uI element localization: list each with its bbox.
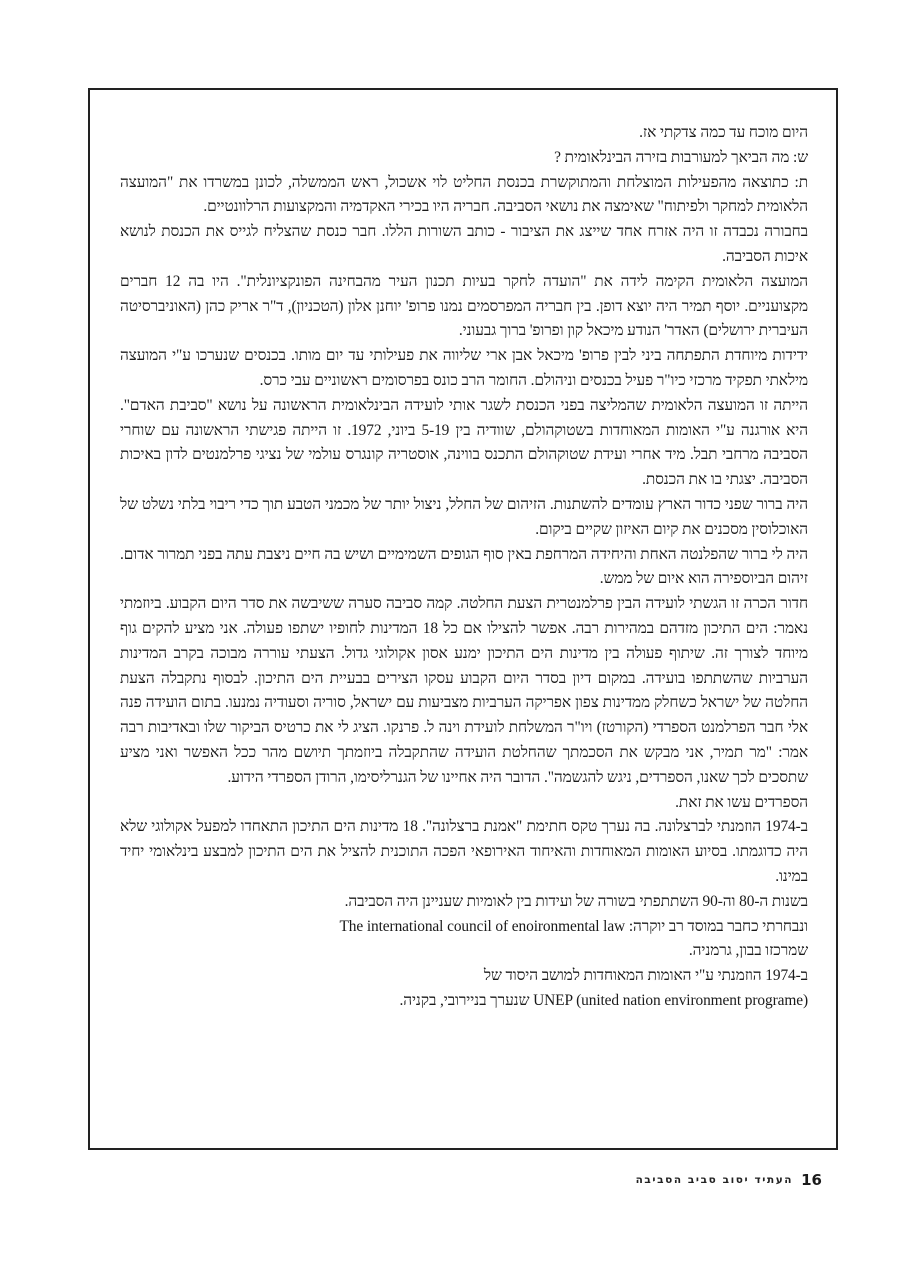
question-line: ש: מה הביאך למעורבות בזירה הבינלאומית ? — [554, 148, 808, 166]
page-footer — [626, 1170, 822, 1190]
paragraph-14: ונבחרתי כחבר במוסד רב יוקרה: The international council of enoironmental law — [339, 917, 808, 935]
paragraph-13: בשנות ה-80 וה-90 השתתפתי בשורה של ועידות בין לאומיות שעניינן היה הסביבה. — [344, 892, 808, 910]
paragraph-16: ב-1974 הוזמנתי ע"י האומות המאוחדות למושב היסוד של — [483, 967, 808, 985]
paragraph-17: UNEP (united nation environment programe) שנערך בניירובי, בקניה. — [399, 991, 808, 1009]
paragraph-9: היה לי ברור שהפלנטה האחת והיחידה המרחפת באין סוף הגופים השמימיים ושיש בה חיים ניצבת עתה בפני תמרור אדום. זיהום הביוספירה הוא איום של ממש. — [120, 545, 808, 588]
paragraph-10: חדור הכרה זו הגשתי לועידה הבין פרלמנטרית הצעת החלטה. קמה סביבה סערה ששיבשה את סדר היום הקבוע. ביוזמתי נאמר: הים התיכון מזדהם במהירות רבה. אפשר להצילו אם כל 18 המדינות לחופיו ישתפו פעולה. אני מציע להקים גוף מיוחד לצורך זה. שיתוף פעולה בין מדינות הים התיכון ימנע אסון אקולוגי גדול. הצעתי עוררה מבוכה בקרב המדינות הערביות שהשתתפו בועידה. במקום דיון בסדר היום הקבוע עסקו הצירים בבעיית הים התיכון. לבסוף נתקבלה הצעת החלטה של ישראל כשחלק ממדינות צפון אפריקה הערביות מצביעות עם ישראל, סוריה וסעודיה נמנעו. בתום הועידה פנה אלי חבר הפרלמנט הספרדי (הקורטז) ויו"ר המשלחת לועידת וינה ל. פרנקו. הציג לי את כרטיס הביקור שלו ובאדיבות רבה אמר: "מר תמיר, אני מבקש את הסכמתך שהחלטת הועידה שהתקבלה ביוזמתך תיושם מהר ככל האפשר ואני מציע שתסכים לכך שאנו, הספרדים, ניגש להגשמה". הדובר היה אחיינו של הגנרליסימו, הרודן הספרדי הידוע. — [120, 595, 809, 786]
running-title: העתיד יסוב סביב הסביבה — [635, 1174, 794, 1186]
answer-paragraph-1: ת: כתוצאה מהפעילות המוצלחת והמתוקשרת בכנסת החליט לוי אשכול, ראש הממשלה, לכונן במשרדו את "המועצה הלאומית למחקר ולפיתוח" שאימצה את נושאי הסביבה. חבריה היו בכירי האקדמיה והמקצועות הרלוונטיים. — [120, 173, 808, 216]
paragraph-7: הייתה זו המועצה הלאומית שהמליצה בפני הכנסת לשגר אותי לועידה הבינלאומית הראשונה על נושא "סביבת האדם". היא אורגנה ע"י האומות המאוחדות בשטוקהולם, שוודיה בין 5-19 ביוני, 1972. זו הייתה פגישתי הראשונה עם שוחרי הסביבה מרחבי תבל. מיד אחרי ועידת שטוקהולם התכנס בווינה, אוסטריה קונגרס עולמי של נציגי פרלמנטים לדון באיכות הסביבה. יצגתי בו את הכנסת. — [120, 396, 808, 489]
paragraph-8: היה ברור שפני כדור הארץ עומדים להשתנות. הזיהום של החלל, ניצול יותר של מכמני הטבע תוך כדי ריבוי בלתי נשלט של האוכלוסין מסכנים את קיום האיזון שקיים ביקום. — [120, 495, 808, 538]
paragraph-15: שמרכזו בבון, גרמניה. — [688, 942, 808, 960]
interview-text — [120, 121, 808, 1014]
paragraph-4: בחבורה נכבדה זו היה אזרח אחד שייצג את הציבור - כותב השורות הללו. חבר כנסת שהצליח לגייס את הכנסת לנושא איכות הסביבה. — [120, 223, 808, 265]
paragraph-6: ידידות מיוחדת התפתחה ביני לבין פרופ' מיכאל אבן ארי שליווה את פעילותי עד יום מותו. בכנסים שנערכו ע"י המועצה מילאתי תפקיד מרכזי כיו"ר פעיל בכנסים וניהולם. החומר הרב כונס בפרסומים ראשוניים עבי כרס. — [120, 347, 808, 389]
page-number: 16 — [801, 1171, 822, 1189]
paragraph-5: המועצה הלאומית הקימה לידה את "הועדה לחקר בעיות תכנון העיר מהבחינה הפונקציונלית". היו בה 12 חברים מקצועניים. יוסף תמיר היה יוצא דופן. בין חבריה המפרסמים נמנו פרופ' יוחנן אלון (הטכניון), ד"ר אריק כהן (האוניברסיטה העיברית ירושלים) האדר' הנודע מיכאל קון ופרופ' ברוך גבעוני. — [120, 272, 809, 340]
paragraph-11: הספרדים עשו את זאת. — [675, 793, 808, 811]
paragraph-12: ב-1974 הוזמנתי לברצלונה. בה נערך טקס חתימת "אמנת ברצלונה". 18 מדינות הים התיכון התאחדו למפעל אקולוגי שלא היה כדוגמתו. בסיוע האומות המאוחדות והאיחוד האירופאי הפכה התוכנית להציל את הים התיכון למבצע בינלאומי יחיד במינו. — [120, 818, 808, 885]
paragraph-1: היום מוכח עד כמה צדקתי אז. — [639, 124, 808, 141]
